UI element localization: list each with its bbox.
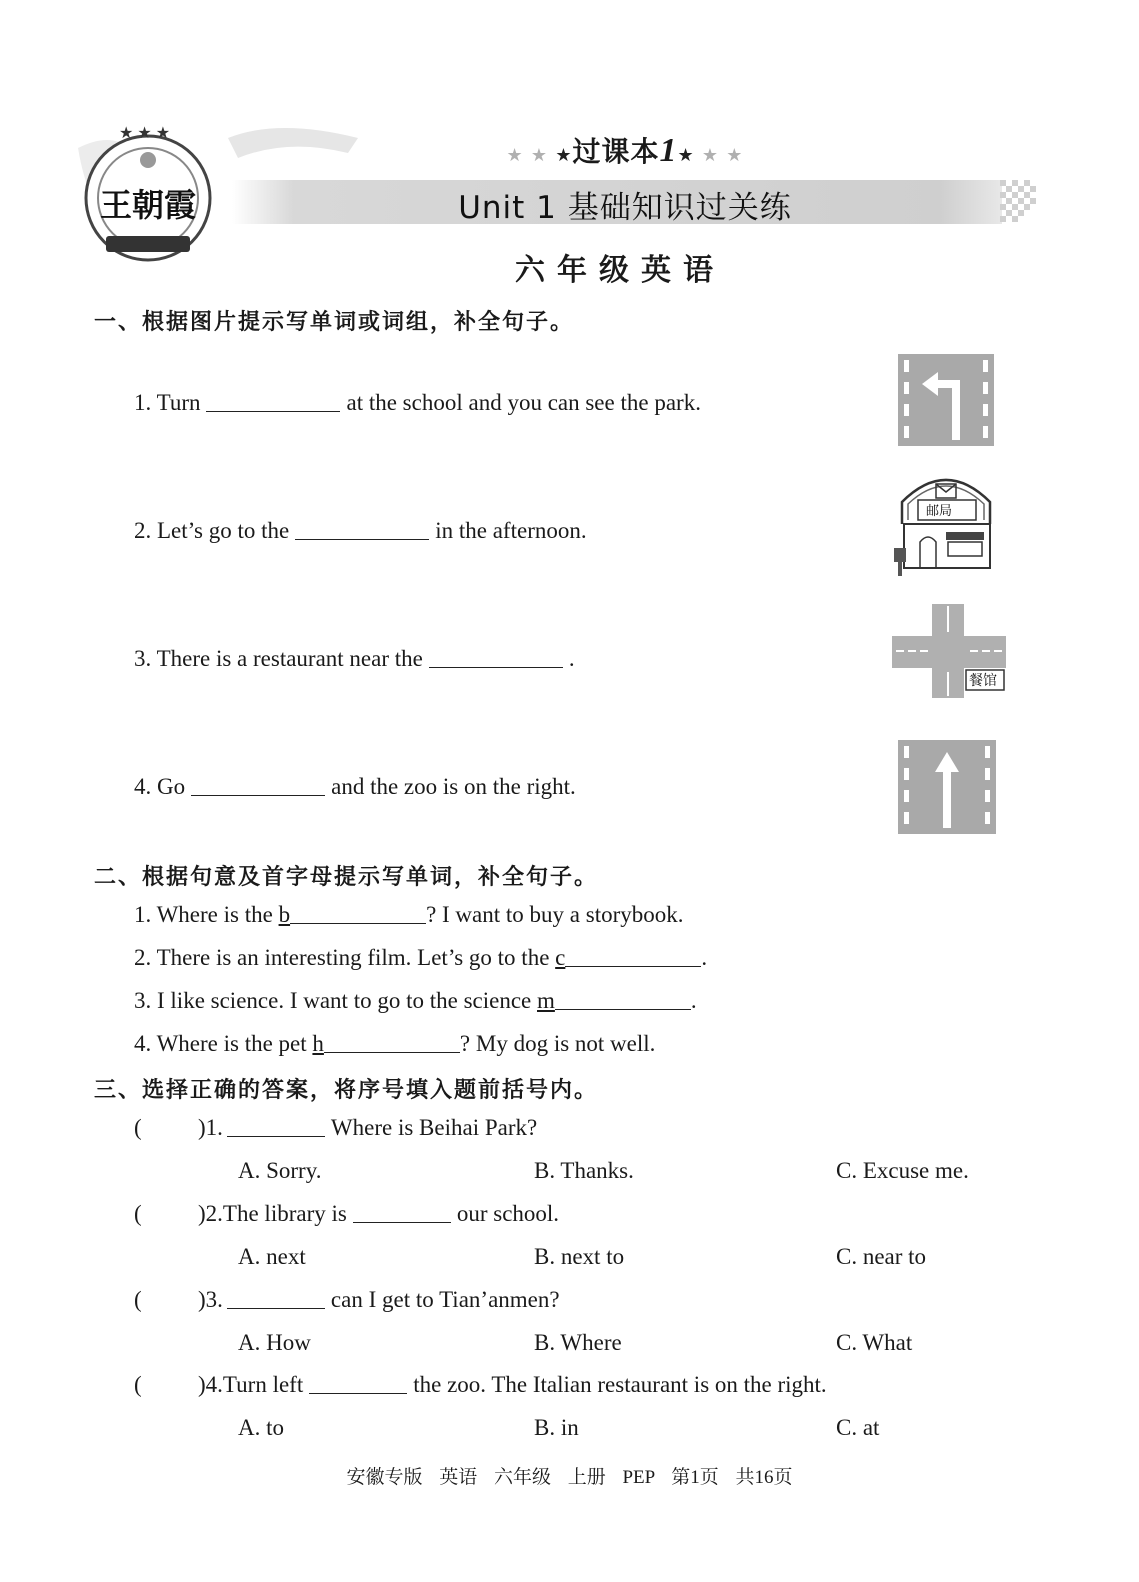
- subject-title: 六年级英语: [515, 253, 725, 288]
- restaurant-sign: 餐馆: [969, 673, 997, 689]
- post-office-icon: [892, 462, 1000, 582]
- section2-heading: 二、根据句意及首字母提示写单词，补全句子。: [94, 865, 599, 890]
- s1-question-2: 2. Let’s go to the in the afternoon.: [134, 518, 587, 543]
- option-b[interactable]: B. Thanks.: [534, 1158, 634, 1183]
- page-footer: 安徽专版 英语 六年级 上册 PEP 第1页 共16页: [346, 1467, 793, 1488]
- answer-blank: [227, 1307, 325, 1309]
- left-turn-arrow-icon: [898, 354, 994, 446]
- option-a[interactable]: A. next: [238, 1244, 306, 1269]
- s3-answer-paren[interactable]: (: [134, 1372, 142, 1397]
- unit-title: Unit 1 基础知识过关练: [458, 190, 792, 226]
- option-b[interactable]: B. in: [534, 1415, 579, 1440]
- crossroads-icon: [892, 604, 1006, 698]
- series-label: 过课本: [572, 135, 660, 168]
- svg-text:★ ★ ★: ★ ★ ★: [119, 125, 171, 142]
- s3-answer-paren[interactable]: (: [134, 1115, 142, 1140]
- option-b[interactable]: B. next to: [534, 1244, 625, 1269]
- s1-question-3: 3. There is a restaurant near the .: [134, 646, 575, 671]
- option-a[interactable]: A. How: [238, 1330, 311, 1355]
- option-c[interactable]: C. Excuse me.: [836, 1158, 969, 1183]
- s3-question-3: )3. can I get to Tian’anmen?: [198, 1287, 560, 1312]
- s3-answer-paren[interactable]: (: [134, 1201, 142, 1226]
- s2-question-2: 2. There is an interesting film. Let’s go to the c .: [134, 945, 708, 970]
- answer-blank[interactable]: [565, 965, 701, 967]
- answer-blank[interactable]: [555, 1008, 691, 1010]
- option-c[interactable]: C. at: [836, 1415, 880, 1440]
- s1-question-4: 4. Go and the zoo is on the right.: [134, 774, 576, 799]
- option-b[interactable]: B. Where: [534, 1330, 622, 1355]
- answer-blank[interactable]: [206, 410, 340, 412]
- option-a[interactable]: A. Sorry.: [238, 1158, 322, 1183]
- option-a[interactable]: A. to: [238, 1415, 284, 1440]
- s2-question-3: 3. I like science. I want to go to the science m .: [134, 988, 697, 1013]
- section3-heading: 三、选择正确的答案，将序号填入题前括号内。: [94, 1078, 599, 1103]
- option-c[interactable]: C. near to: [836, 1244, 927, 1269]
- logo-text: 王朝霞: [99, 186, 197, 224]
- s3-question-2: )2.The library is our school.: [198, 1201, 560, 1226]
- answer-blank[interactable]: [290, 922, 426, 924]
- band-pattern: [1000, 180, 1036, 224]
- s3-question-4: )4.Turn left the zoo. The Italian restaurant is on the right.: [198, 1372, 827, 1397]
- section1-heading: 一、根据图片提示写单词或词组，补全句子。: [94, 310, 575, 335]
- option-c[interactable]: C. What: [836, 1330, 913, 1355]
- s3-question-1: )1. Where is Beihai Park?: [198, 1115, 538, 1140]
- post-office-sign: 邮局: [926, 504, 953, 519]
- answer-blank: [309, 1392, 407, 1394]
- s2-question-4: 4. Where is the pet h ? My dog is not well.: [134, 1031, 656, 1056]
- answer-blank[interactable]: [295, 538, 429, 540]
- answer-blank[interactable]: [324, 1051, 460, 1053]
- series-number: 1: [659, 132, 678, 169]
- straight-arrow-icon: [898, 740, 996, 834]
- s2-question-1: 1. Where is the b ? I want to buy a storybook.: [134, 902, 684, 927]
- answer-blank[interactable]: [429, 666, 563, 668]
- answer-blank[interactable]: [191, 794, 325, 796]
- answer-blank: [353, 1221, 451, 1223]
- series-title: ★ ★ ★过课本1★ ★ ★: [506, 132, 744, 169]
- answer-blank: [227, 1135, 325, 1137]
- s1-question-1: 1. Turn at the school and you can see the park.: [134, 390, 701, 415]
- s3-answer-paren[interactable]: (: [134, 1287, 142, 1312]
